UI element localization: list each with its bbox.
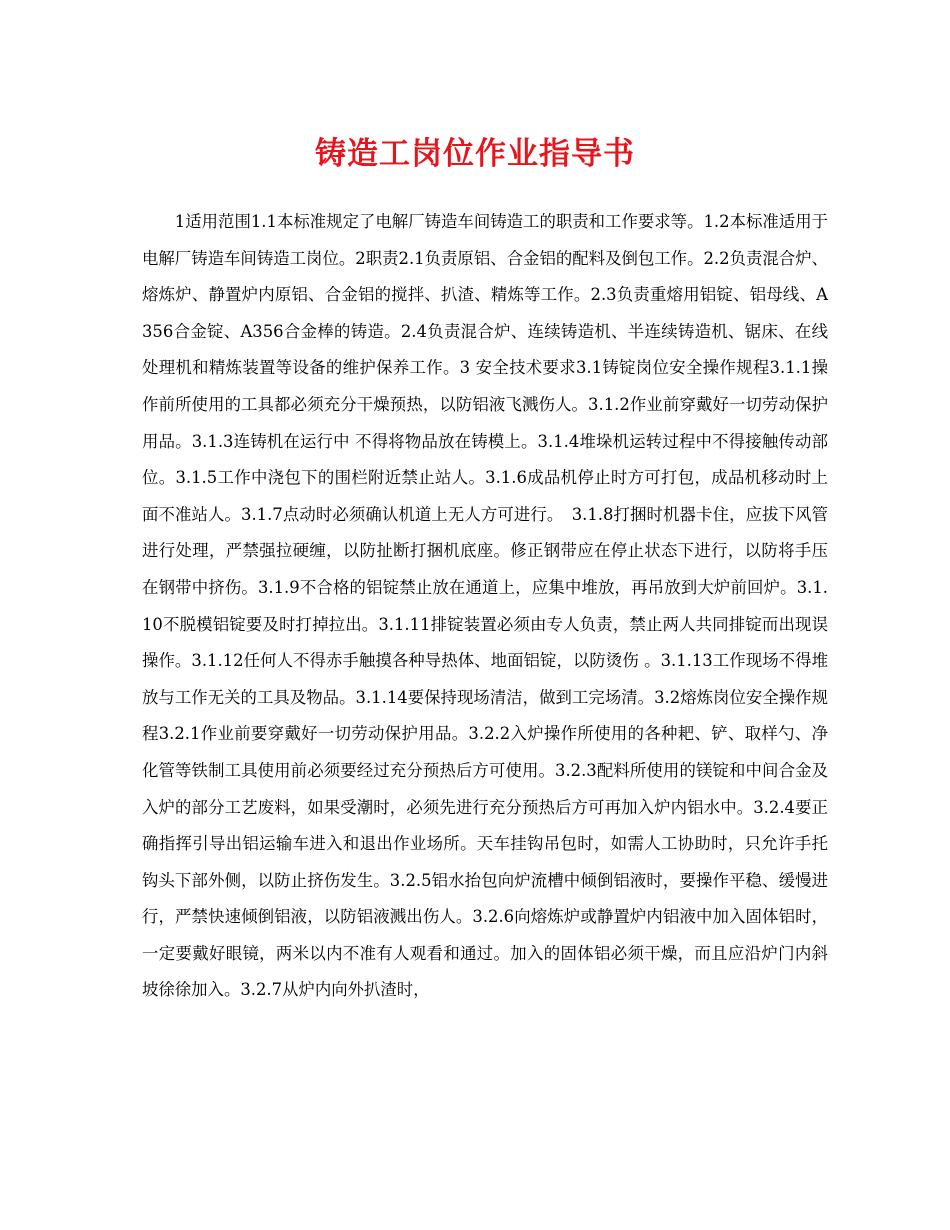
body-paragraph: 1适用范围1.1本标准规定了电解厂铸造车间铸造工的职责和工作要求等。1.2本标准适用于电解厂铸造车间铸造工岗位。2职责2.1负责原铝、合金铝的配料及倒包工作。2.2负责混合炉、熔炼炉、静置炉内原铝、合金铝的搅拌、扒渣、精炼等工作。2.3负责重熔用铝锭、铝母线、A356合金锭、A356合金棒的铸造。2.4负责混合炉、连续铸造机、半连续铸造机、锯床、在线处理机和精炼装置等设备的维护保养工作。3 安全技术要求3.1铸锭岗位安全操作规程3.1.1操作前所使用的工具都必须充分干燥预热，以防铝液飞溅伤人。3.1.2作业前穿戴好一切劳动保护用品。3.1.3连铸机在运行中 不得将物品放在铸模上。3.1.4堆垛机运转过程中不得接触传动部位。3.1.5工作中浇包下的围栏附近禁止站人。3.1.6成品机停止时方可打包，成品机移动时上面不准站人。3.1.7点动时必须确认机道上无人方可进行。 3.1.8打捆时机器卡住，应拔下风管进行处理，严禁强拉硬缠，以防扯断打捆机底座。修正钢带应在停止状态下进行，以防将手压在钢带中挤伤。3.1.9不合格的铝锭禁止放在通道上，应集中堆放，再吊放到大炉前回炉。3.1.10不脱模铝锭要及时打掉拉出。3.1.11排锭装置必须由专人负责，禁止两人共同排锭而出现误操作。3.1.12任何人不得赤手触摸各种导热体、地面铝锭，以防烫伤 。3.1.13工作现场不得堆放与工作无关的工具及物品。3.1.14要保持现场清洁，做到工完场清。3.2熔炼岗位安全操作规程3.2.1作业前要穿戴好一切劳动保护用品。3.2.2入炉操作所使用的各种耙、铲、取样勺、净化管等铁制工具使用前必须要经过充分预热后方可使用。3.2.3配料所使用的镁锭和中间合金及入炉的部分工艺废料，如果受潮时，必须先进行充分预热后方可再加入炉内铝水中。3.2.4要正确指挥引导出铝运输车进入和退出作业场所。天车挂钩吊包时，如需人工协助时，只允许手托钩头下部外侧，以防止挤伤发生。3.2.5铝水抬包向炉流槽中倾倒铝液时，要操作平稳、缓慢进行，严禁快速倾倒铝液，以防铝液溅出伤人。3.2.6向熔炼炉或静置炉内铝液中加入固体铝时，一定要戴好眼镜，两米以内不准有人观看和通过。加入的固体铝必须干燥，而且应沿炉门内斜坡徐徐加入。3.2.7从炉内向外扒渣时， xyxy=(142,212,828,1000)
page-title: 铸造工岗位作业指导书 xyxy=(315,136,635,172)
